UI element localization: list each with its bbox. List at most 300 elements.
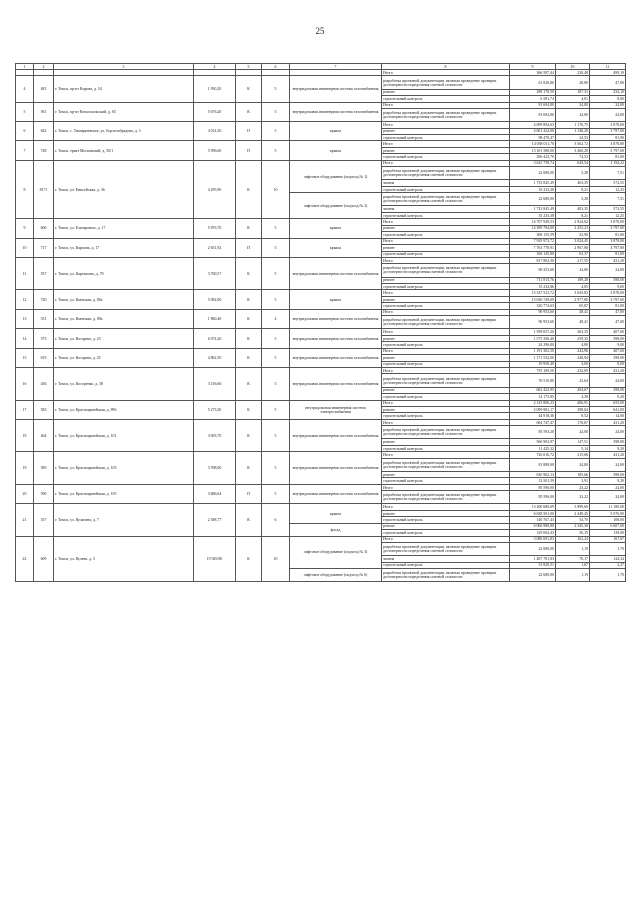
- unit-cost-cell: 24,53: [556, 135, 590, 141]
- row-number: 5: [16, 102, 34, 122]
- cost-cell: 166 145,80: [510, 251, 556, 257]
- unit-cost-cell: 2 977,80: [556, 296, 590, 302]
- area-cell: 4 862,50: [194, 348, 236, 367]
- unit-cost-cell: 4,01: [556, 96, 590, 102]
- limit-cost-cell: 24,00: [590, 426, 626, 439]
- class-cell: К: [236, 329, 262, 348]
- floors-cell: 10: [262, 536, 290, 582]
- system-cell: внутридомовая инженерная система электроснабжения: [290, 400, 382, 419]
- limit-cost-cell: 641,00: [590, 406, 626, 412]
- work-type-cell: Итого: [382, 238, 510, 244]
- row-number: 13: [16, 309, 34, 329]
- cost-cell: 22 680,00: [510, 193, 556, 206]
- unit-cost-cell: 215,66: [556, 452, 590, 458]
- column-number-header: 9: [510, 64, 556, 70]
- unit-cost-cell: 1,67: [556, 562, 590, 568]
- limit-cost-cell: 12,25: [590, 212, 626, 218]
- unit-cost-cell: 4,38: [556, 394, 590, 400]
- cost-cell: 24 296,80: [510, 342, 556, 348]
- work-type-cell: строительный контроль: [382, 413, 510, 419]
- floors-cell: 5: [262, 219, 290, 238]
- limit-cost-cell: 7,51: [590, 193, 626, 206]
- class-cell: К: [236, 160, 262, 219]
- unit-cost-cell: 1,19: [556, 569, 590, 582]
- work-type-cell: ремонт: [382, 89, 510, 95]
- work-type-cell: разработка проектной документации, включая проведение проверки достоверности определения сметной стоимости: [382, 264, 510, 277]
- area-cell: 19 029,80: [194, 536, 236, 582]
- cost-cell: 711 815,76: [510, 277, 556, 283]
- cost-cell: 3 086 691,83: [510, 536, 556, 542]
- floors-cell: 5: [262, 484, 290, 504]
- unit-cost-cell: 2 449,45: [556, 510, 590, 516]
- limit-cost-cell: 81,00: [590, 303, 626, 309]
- cost-cell: 6 638 501,00: [510, 510, 556, 516]
- work-type-cell: строительный контроль: [382, 135, 510, 141]
- limit-cost-cell: 398,00: [590, 387, 626, 393]
- class-cell: К: [236, 290, 262, 309]
- cost-cell: 2 099 981,17: [510, 406, 556, 412]
- work-type-cell: ремонт: [382, 355, 510, 361]
- house-id: 8171: [34, 160, 54, 219]
- work-type-cell: ремонт: [382, 128, 510, 134]
- area-cell: 5 876,70: [194, 219, 236, 238]
- unit-cost-cell: 24,00: [556, 102, 590, 108]
- limit-cost-cell: 167,67: [590, 536, 626, 542]
- area-cell: 3 156,60: [194, 368, 236, 401]
- unit-cost-cell: 5,14: [556, 445, 590, 451]
- limit-cost-cell: 334,10: [590, 89, 626, 95]
- floors-cell: 5: [262, 290, 290, 309]
- cost-cell: 98 470,47: [510, 135, 556, 141]
- limit-cost-cell: 124,34: [590, 556, 626, 562]
- limit-cost-cell: 47,00: [590, 309, 626, 315]
- unit-cost-cell: 52,90: [556, 232, 590, 238]
- work-type-cell: строительный контроль: [382, 517, 510, 523]
- row-number: 7: [16, 141, 34, 160]
- class-cell: К: [236, 348, 262, 367]
- cost-cell: 22 680,00: [510, 569, 556, 582]
- work-type-cell: Итого: [382, 122, 510, 128]
- floors-cell: 5: [262, 400, 290, 419]
- unit-cost-cell: 24,00: [556, 264, 590, 277]
- limit-cost-cell: 14,00: [590, 413, 626, 419]
- cost-cell: 3 625 759,74: [510, 160, 556, 166]
- class-cell: К: [236, 400, 262, 419]
- address-cell: г. Томск, с. Тимирязевское, ул. Борзолобрадова, д. 3: [54, 122, 194, 141]
- row-number: 15: [16, 348, 34, 367]
- floors-cell: 5: [262, 348, 290, 367]
- row-number: 21: [16, 504, 34, 536]
- limit-cost-cell: 6 607,00: [590, 523, 626, 529]
- floors-cell: 5: [262, 238, 290, 257]
- unit-cost-cell: 48,41: [556, 316, 590, 329]
- limit-cost-cell: 9,00: [590, 361, 626, 367]
- limit-cost-cell: 3 797,00: [590, 296, 626, 302]
- unit-cost-cell: 5,28: [556, 167, 590, 180]
- work-type-cell: ремонт: [382, 471, 510, 477]
- floors-cell: 10: [262, 160, 290, 219]
- unit-cost-cell: 23,22: [556, 484, 590, 490]
- work-type-cell: Итого: [382, 160, 510, 166]
- floors-cell: 4: [262, 309, 290, 329]
- unit-cost-cell: 28,80: [556, 76, 590, 89]
- unit-cost-cell: 8,21: [556, 186, 590, 192]
- unit-cost-cell: 176,67: [556, 419, 590, 425]
- area-cell: 2 651,92: [194, 238, 236, 257]
- limit-cost-cell: 2,27: [590, 562, 626, 568]
- limit-cost-cell: 47,00: [590, 76, 626, 89]
- cost-cell: 13 200 680,69: [510, 504, 556, 510]
- house-id: 642: [34, 122, 54, 141]
- unit-cost-cell: 1,19: [556, 543, 590, 556]
- system-cell: лифтовое оборудование (подъезд № 2): [290, 193, 382, 219]
- cost-cell: 19 950,40: [510, 361, 556, 367]
- area-cell: 1 860,40: [194, 309, 236, 329]
- limit-cost-cell: 24,00: [590, 374, 626, 387]
- system-cell: крыша: [290, 122, 382, 141]
- work-type-cell: строительный контроль: [382, 342, 510, 348]
- system-cell: внутридомовая инженерная система газоснабжения: [290, 329, 382, 348]
- floors-cell: 5: [262, 368, 290, 401]
- class-cell: К: [236, 257, 262, 290]
- limit-cost-cell: 1,70: [590, 569, 626, 582]
- limit-cost-cell: 11 180,00: [590, 504, 626, 510]
- unit-cost-cell: 2 345,30: [556, 523, 590, 529]
- address-cell: г. Томск, ул. Карпова, д. 17: [54, 238, 194, 257]
- work-type-cell: Итого: [382, 70, 510, 76]
- work-type-cell: разработка проектной документации, включая проведение проверки достоверности определения сметной стоимости: [382, 374, 510, 387]
- cost-cell: 330 774,63: [510, 303, 556, 309]
- limit-cost-cell: 407,00: [590, 348, 626, 354]
- work-type-cell: ремонт: [382, 406, 510, 412]
- work-type-cell: ремонт: [382, 225, 510, 231]
- cost-cell: 35 233,38: [510, 186, 556, 192]
- capital-repair-table: [15, 63, 626, 582]
- table-body: [16, 64, 626, 582]
- address-cell: г. Томск, ул. Красноармейская, д. 103: [54, 452, 194, 485]
- column-number-header: 4: [194, 64, 236, 70]
- cost-cell: 81 694,80: [510, 102, 556, 108]
- area-cell: 5 273,50: [194, 400, 236, 419]
- cost-cell: 81 694,80: [510, 108, 556, 121]
- unit-cost-cell: 230,40: [556, 70, 590, 76]
- address-cell: г. Томск, ул. Елизаровых, д. 17: [54, 219, 194, 238]
- cost-cell: 7 763 778,91: [510, 245, 556, 251]
- limit-cost-cell: 655,00: [590, 400, 626, 406]
- limit-cost-cell: 81,00: [590, 154, 626, 160]
- floors-cell: 6: [262, 504, 290, 536]
- cost-cell: 4 699 894,63: [510, 122, 556, 128]
- floors-cell: 5: [262, 141, 290, 160]
- cost-cell: 90 953,60: [510, 316, 556, 329]
- table-row: [16, 76, 626, 89]
- class-cell: К: [236, 504, 262, 536]
- class-cell: П: [236, 484, 262, 504]
- cost-cell: 1 599 657,20: [510, 329, 556, 335]
- limit-cost-cell: 572,55: [590, 206, 626, 212]
- unit-cost-cell: 147,51: [556, 439, 590, 445]
- work-type-cell: ремонт: [382, 387, 510, 393]
- limit-cost-cell: 7,51: [590, 167, 626, 180]
- limit-cost-cell: 431,20: [590, 257, 626, 263]
- limit-cost-cell: 24,00: [590, 108, 626, 121]
- cost-cell: 662 422,95: [510, 387, 556, 393]
- house-id: 561: [34, 102, 54, 122]
- unit-cost-cell: 4,00: [556, 361, 590, 367]
- cost-cell: 755 109,50: [510, 368, 556, 374]
- limit-cost-cell: 9,20: [590, 478, 626, 484]
- class-cell: К: [236, 419, 262, 452]
- unit-cost-cell: 185,66: [556, 471, 590, 477]
- unit-cost-cell: 189,28: [556, 277, 590, 283]
- address-cell: г. Томск, ул. Кулагина, д. 7: [54, 504, 194, 536]
- work-type-cell: Итого: [382, 141, 510, 147]
- limit-cost-cell: 5 076,00: [590, 510, 626, 516]
- system-cell: внутридомовая инженерная система газоснабжения: [290, 309, 382, 329]
- row-number: 16: [16, 368, 34, 401]
- row-number: 19: [16, 452, 34, 485]
- system-cell: крыша: [290, 238, 382, 257]
- cost-cell: 560 903,97: [510, 439, 556, 445]
- cost-cell: 6 066 980,80: [510, 523, 556, 529]
- unit-cost-cell: 1 170,75: [556, 122, 590, 128]
- limit-cost-cell: 108,00: [590, 517, 626, 523]
- row-number: 14: [16, 329, 34, 348]
- area-cell: 5 996,60: [194, 141, 236, 160]
- column-number-header: 11: [590, 64, 626, 70]
- limit-cost-cell: 9,20: [590, 394, 626, 400]
- address-cell: г. Томск, ул. Киевская, д. 88а: [54, 309, 194, 329]
- unit-cost-cell: 5 899,60: [556, 504, 590, 510]
- cost-cell: 2 145 806,23: [510, 400, 556, 406]
- unit-cost-cell: 65,87: [556, 303, 590, 309]
- work-type-cell: строительный контроль: [382, 303, 510, 309]
- house-id: 557: [34, 257, 54, 290]
- limit-cost-cell: 407,00: [590, 329, 626, 335]
- work-type-cell: ремонт: [382, 296, 510, 302]
- system-cell: внутридомовая инженерная система газоснабжения: [290, 257, 382, 290]
- house-id: 436: [34, 368, 54, 401]
- house-id: 619: [34, 348, 54, 367]
- unit-cost-cell: 162,24: [556, 536, 590, 542]
- class-cell: К: [236, 536, 262, 582]
- address-cell: г. Томск, ул. Косарева, д. 25: [54, 348, 194, 367]
- cost-cell: 14 175,85: [510, 394, 556, 400]
- work-type-cell: строительный контроль: [382, 394, 510, 400]
- work-type-cell: Итого: [382, 484, 510, 490]
- system-cell: крыша: [290, 141, 382, 160]
- area-cell: 3 760,57: [194, 257, 236, 290]
- class-cell: П: [236, 141, 262, 160]
- unit-cost-cell: 259,35: [556, 335, 590, 341]
- unit-cost-cell: 63,37: [556, 251, 590, 257]
- limit-cost-cell: 3 797,00: [590, 245, 626, 251]
- work-type-cell: Итого: [382, 368, 510, 374]
- system-cell: внутридомовая инженерная система газоснабжения: [290, 76, 382, 102]
- class-cell: К: [236, 452, 262, 485]
- unit-cost-cell: 4,05: [556, 284, 590, 290]
- unit-cost-cell: 645,54: [556, 160, 590, 166]
- work-type-cell: разработка проектной документации, включая проведение проверки достоверности определения сметной стоимости: [382, 167, 510, 180]
- unit-cost-cell: 2 453,23: [556, 225, 590, 231]
- house-id: 583: [34, 400, 54, 419]
- cost-cell: 13 161 588,00: [510, 147, 556, 153]
- class-cell: К: [236, 368, 262, 401]
- area-cell: 6 074,20: [194, 329, 236, 348]
- limit-cost-cell: 9,00: [590, 342, 626, 348]
- cost-cell: 14 399 794,00: [510, 225, 556, 231]
- area-cell: 5 082,00: [194, 290, 236, 309]
- unit-cost-cell: 8,21: [556, 212, 590, 218]
- area-cell: 3 693,70: [194, 419, 236, 452]
- row-number: 4: [16, 76, 34, 102]
- work-type-cell: Итого: [382, 102, 510, 108]
- cost-cell: 11 425,32: [510, 445, 556, 451]
- work-type-cell: ремонт: [382, 277, 510, 283]
- work-type-cell: строительный контроль: [382, 445, 510, 451]
- limit-cost-cell: 1,70: [590, 543, 626, 556]
- limit-cost-cell: 47,00: [590, 316, 626, 329]
- limit-cost-cell: 3 878,00: [590, 122, 626, 128]
- unit-cost-cell: 204,67: [556, 387, 590, 393]
- system-cell: крыша: [290, 504, 382, 523]
- row-number: 11: [16, 257, 34, 290]
- cost-cell: 15 232,86: [510, 284, 556, 290]
- work-type-cell: строительный контроль: [382, 232, 510, 238]
- cost-cell: 22 680,00: [510, 167, 556, 180]
- work-type-cell: Итого: [382, 504, 510, 510]
- cost-cell: 13 501,59: [510, 478, 556, 484]
- limit-cost-cell: 3 878,00: [590, 290, 626, 296]
- unit-cost-cell: 240,94: [556, 355, 590, 361]
- limit-cost-cell: 81,00: [590, 251, 626, 257]
- cost-cell: 31 820,51: [510, 562, 556, 568]
- column-number-header: 8: [382, 64, 510, 70]
- cost-cell: 129 004,43: [510, 530, 556, 536]
- work-type-cell: Итого: [382, 400, 510, 406]
- unit-cost-cell: 406,91: [556, 400, 590, 406]
- row-number: 17: [16, 400, 34, 419]
- row-number: 6: [16, 122, 34, 141]
- limit-cost-cell: 572,55: [590, 180, 626, 186]
- cost-cell: 15 036 749,09: [510, 296, 556, 302]
- row-number: 22: [16, 536, 34, 582]
- limit-cost-cell: 398,00: [590, 277, 626, 283]
- unit-cost-cell: 232,69: [556, 368, 590, 374]
- column-number-header: 7: [290, 64, 382, 70]
- limit-cost-cell: 9,20: [590, 445, 626, 451]
- limit-cost-cell: 24,00: [590, 484, 626, 490]
- work-type-cell: Итого: [382, 257, 510, 263]
- address-cell: г. Томск, пр-кт Кирова, д. 54: [54, 76, 194, 102]
- class-cell: К: [236, 309, 262, 329]
- work-type-cell: строительный контроль: [382, 186, 510, 192]
- work-type-cell: разработка проектной документации, включая проведение проверки достоверности определения сметной стоимости: [382, 543, 510, 556]
- unit-cost-cell: 217,55: [556, 257, 590, 263]
- unit-cost-cell: 403,35: [556, 206, 590, 212]
- unit-cost-cell: 4,00: [556, 342, 590, 348]
- address-cell: г. Томск, пр-кт Комсомольский, д. 65: [54, 102, 194, 122]
- address-cell: г. Томск, ул. Киевская, д. 86а: [54, 290, 194, 309]
- cost-cell: 61 826,80: [510, 76, 556, 89]
- work-type-cell: Итого: [382, 219, 510, 225]
- row-number: 18: [16, 419, 34, 452]
- house-id: 590: [34, 484, 54, 504]
- row-number: 12: [16, 290, 34, 309]
- house-id: 551: [34, 309, 54, 329]
- work-type-cell: Итого: [382, 309, 510, 315]
- work-type-cell: разработка проектной документации, включая проведение проверки достоверности определения сметной стоимости: [382, 108, 510, 121]
- cost-cell: 14 707 949,53: [510, 219, 556, 225]
- unit-cost-cell: 50,15: [556, 530, 590, 536]
- cost-cell: 7 929 973,72: [510, 238, 556, 244]
- limit-cost-cell: 3 878,00: [590, 238, 626, 244]
- work-type-cell: ремонт: [382, 510, 510, 516]
- system-cell: лифтовое оборудование (подъезд № 3): [290, 536, 382, 569]
- limit-cost-cell: 499,10: [590, 70, 626, 76]
- class-cell: К: [236, 76, 262, 102]
- column-number-header: 10: [556, 64, 590, 70]
- unit-cost-cell: 24,00: [556, 458, 590, 471]
- address-cell: г. Томск, ул. Карташова, д. 70: [54, 257, 194, 290]
- column-number-header: 5: [236, 64, 262, 70]
- cost-cell: 90 253,68: [510, 264, 556, 277]
- work-type-cell: Итого: [382, 419, 510, 425]
- cost-cell: 298 178,50: [510, 89, 556, 95]
- limit-cost-cell: 3 797,00: [590, 147, 626, 153]
- area-cell: 3 598,00: [194, 452, 236, 485]
- house-id: 464: [34, 419, 54, 452]
- cost-cell: 85 596,00: [510, 491, 556, 504]
- address-cell: г. Томск, тракт Московский, д. 50/1: [54, 141, 194, 160]
- limit-cost-cell: 3 878,00: [590, 219, 626, 225]
- class-cell: П: [236, 238, 262, 257]
- work-type-cell: Итого: [382, 329, 510, 335]
- unit-cost-cell: 24,00: [556, 108, 590, 121]
- house-id: 606: [34, 219, 54, 238]
- work-type-cell: строительный контроль: [382, 154, 510, 160]
- work-type-cell: Итого: [382, 536, 510, 542]
- cost-cell: 22 680,00: [510, 543, 556, 556]
- unit-cost-cell: 23,64: [556, 374, 590, 387]
- cost-cell: 604 747,47: [510, 419, 556, 425]
- row-number: 20: [16, 484, 34, 504]
- work-type-cell: строительный контроль: [382, 251, 510, 257]
- floors-cell: 5: [262, 329, 290, 348]
- work-type-cell: разработка проектной документации, включая проведение проверки достоверности определения сметной стоимости: [382, 76, 510, 89]
- cost-cell: 1 733 845,49: [510, 180, 556, 186]
- limit-cost-cell: 3 878,00: [590, 141, 626, 147]
- limit-cost-cell: 398,00: [590, 335, 626, 341]
- work-type-cell: Итого: [382, 452, 510, 458]
- address-cell: г. Томск, ул. Красноармейская, д. 105: [54, 484, 194, 504]
- address-cell: г. Томск, ул. Кулева, д. 3: [54, 536, 194, 582]
- house-id: 589: [34, 452, 54, 485]
- work-type-cell: строительный контроль: [382, 96, 510, 102]
- system-cell: крыша: [290, 290, 382, 309]
- cost-cell: 630 962,13: [510, 471, 556, 477]
- unit-cost-cell: 23,22: [556, 491, 590, 504]
- work-type-cell: ремонт: [382, 335, 510, 341]
- work-type-cell: ремонт: [382, 439, 510, 445]
- unit-cost-cell: 2 967,08: [556, 245, 590, 251]
- cost-cell: 90 953,60: [510, 309, 556, 315]
- row-number: 9: [16, 219, 34, 238]
- limit-cost-cell: 3 797,00: [590, 225, 626, 231]
- cost-cell: 81 888,00: [510, 458, 556, 471]
- limit-cost-cell: 431,20: [590, 368, 626, 374]
- house-id: 609: [34, 536, 54, 582]
